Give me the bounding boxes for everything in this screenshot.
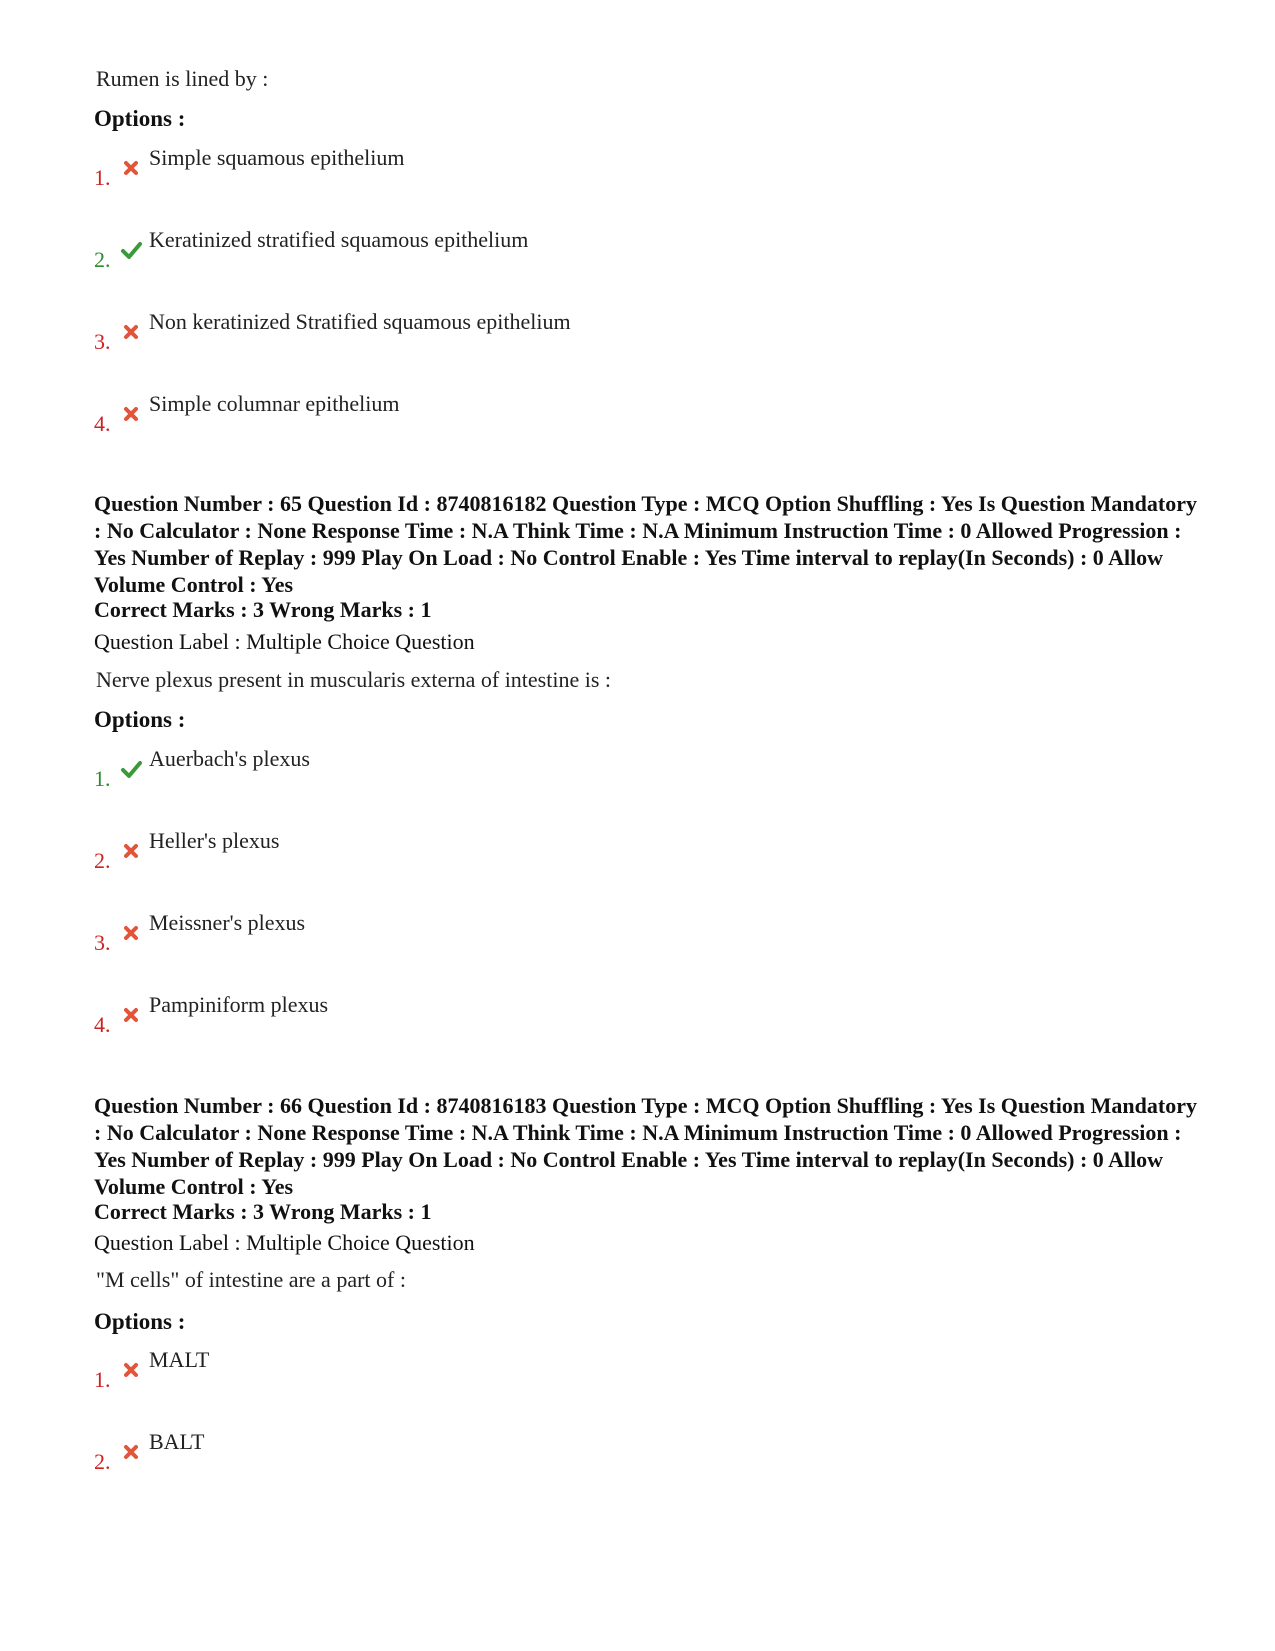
option-number: 1. <box>94 766 111 791</box>
cross-icon <box>120 922 142 944</box>
option-text: Simple squamous epithelium <box>149 145 405 170</box>
cross-icon <box>120 840 142 862</box>
option-text: Keratinized stratified squamous epithelium <box>149 227 529 252</box>
option-item <box>94 391 794 473</box>
option-item <box>94 1429 794 1511</box>
option-text: Non keratinized Stratified squamous epithelium <box>149 309 571 334</box>
question-marks: Correct Marks : 3 Wrong Marks : 1 <box>94 1199 432 1224</box>
check-icon <box>120 239 142 261</box>
option-item <box>94 746 794 828</box>
cross-icon <box>120 321 142 343</box>
option-item <box>94 145 794 227</box>
option-number: 2. <box>94 1449 111 1474</box>
question-label: Question Label : Multiple Choice Question <box>94 629 475 654</box>
check-icon <box>120 758 142 780</box>
cross-icon <box>120 403 142 425</box>
option-number: 1. <box>94 165 111 190</box>
option-number: 1. <box>94 1367 111 1392</box>
cross-icon <box>120 1359 142 1381</box>
options-heading: Options : <box>94 106 186 131</box>
question-stem: "M cells" of intestine are a part of : <box>96 1267 406 1292</box>
option-item <box>94 910 794 992</box>
cross-icon <box>120 1441 142 1463</box>
option-item <box>94 1347 794 1429</box>
option-item <box>94 992 794 1074</box>
option-number: 4. <box>94 1012 111 1037</box>
cross-icon <box>120 157 142 179</box>
cross-icon <box>120 1004 142 1026</box>
options-heading: Options : <box>94 707 186 732</box>
option-text: Simple columnar epithelium <box>149 391 400 416</box>
question-stem: Rumen is lined by : <box>96 66 269 91</box>
option-text: Heller's plexus <box>149 828 280 853</box>
option-item <box>94 309 794 391</box>
option-text: Meissner's plexus <box>149 910 306 935</box>
option-text: BALT <box>149 1429 205 1454</box>
option-number: 2. <box>94 247 111 272</box>
options-heading: Options : <box>94 1309 186 1334</box>
option-text: MALT <box>149 1347 210 1372</box>
question-meta: Question Number : 65 Question Id : 8740816182 Question Type : MCQ Option Shuffling : Yes Is Question Mandatory : No Calculator : None Response Time : N.A Think Time : N.A Minimum Instruction Time : 0 Allowed Progression : Yes Number of Replay : 999 Play On Load : No Control Enable : Yes Time interval to replay(In Seconds) : 0 Allow Volume Control : Yes <box>94 491 1197 597</box>
options-list <box>94 145 794 473</box>
option-text: Auerbach's plexus <box>149 746 310 771</box>
option-item <box>94 227 794 309</box>
options-list <box>94 1347 794 1511</box>
question-stem: Nerve plexus present in muscularis externa of intestine is : <box>96 667 612 692</box>
question-meta: Question Number : 66 Question Id : 8740816183 Question Type : MCQ Option Shuffling : Yes Is Question Mandatory : No Calculator : None Response Time : N.A Think Time : N.A Minimum Instruction Time : 0 Allowed Progression : Yes Number of Replay : 999 Play On Load : No Control Enable : Yes Time interval to replay(In Seconds) : 0 Allow Volume Control : Yes <box>94 1093 1197 1199</box>
option-number: 3. <box>94 930 111 955</box>
option-text: Pampiniform plexus <box>149 992 329 1017</box>
question-label: Question Label : Multiple Choice Question <box>94 1230 475 1255</box>
option-number: 2. <box>94 848 111 873</box>
question-marks: Correct Marks : 3 Wrong Marks : 1 <box>94 597 432 622</box>
option-number: 3. <box>94 329 111 354</box>
option-number: 4. <box>94 411 111 436</box>
option-item <box>94 828 794 910</box>
options-list <box>94 746 794 1074</box>
